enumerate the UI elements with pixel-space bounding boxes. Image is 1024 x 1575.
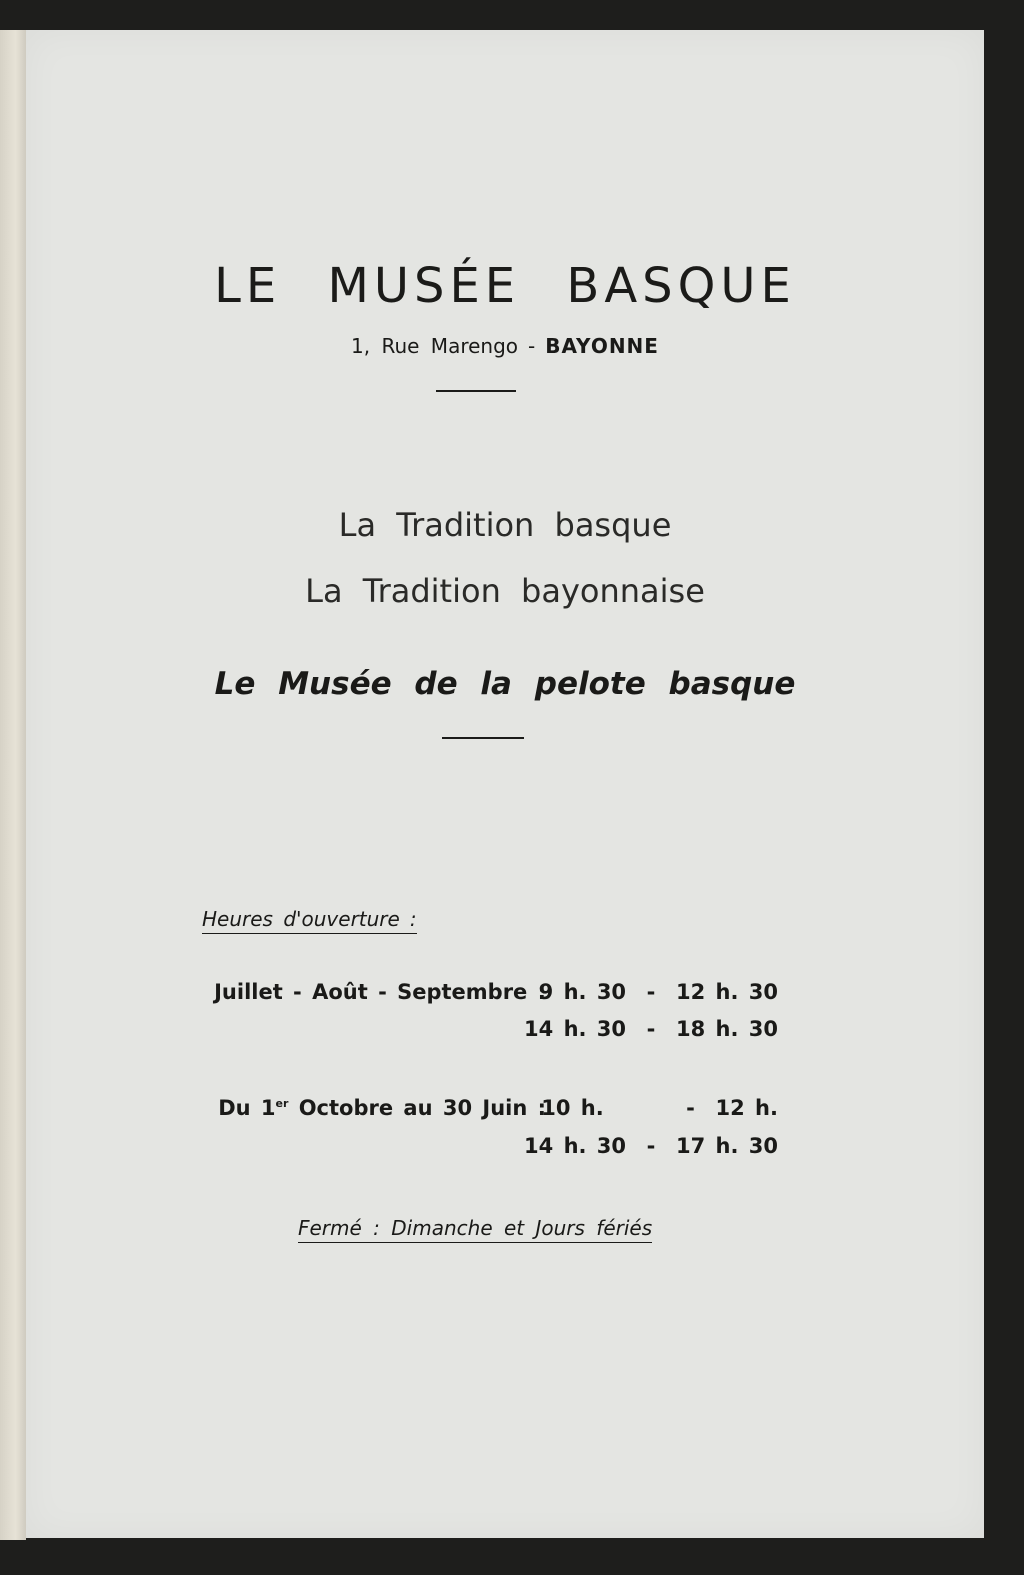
- address-line: [26, 334, 984, 358]
- winter-label-suffix: Octobre au 30 Juin :: [288, 1096, 546, 1120]
- document-page: [26, 30, 984, 1538]
- address-separator: -: [528, 334, 536, 358]
- summer-period-label: Juillet - Août - Septembre :: [214, 980, 546, 1004]
- page-edge-left: [0, 30, 26, 1540]
- winter-afternoon-hours: 14 h. 30 - 17 h. 30: [524, 1134, 778, 1158]
- section-tradition-bayonnaise: La Tradition bayonnaise: [305, 572, 705, 610]
- divider-top: [436, 390, 516, 392]
- winter-label-prefix: Du 1: [218, 1096, 276, 1120]
- hours-heading-colon: :: [409, 907, 417, 931]
- section-pelote-museum: Le Musée de la pelote basque: [214, 666, 796, 702]
- address-city: BAYONNE: [545, 334, 659, 358]
- summer-afternoon-hours: 14 h. 30 - 18 h. 30: [524, 1017, 778, 1041]
- winter-label-superscript: er: [275, 1097, 289, 1110]
- address-street: 1, Rue Marengo: [351, 334, 519, 358]
- section-tradition-basque: La Tradition basque: [338, 506, 672, 544]
- hours-heading-text: Heures d'ouverture: [202, 907, 400, 931]
- divider-middle: [442, 737, 524, 739]
- closed-days-note: Fermé : Dimanche et Jours fériés: [298, 1216, 652, 1243]
- hours-heading: [202, 907, 417, 934]
- page-title: LE MUSÉE BASQUE: [214, 258, 796, 314]
- summer-morning-hours: 9 h. 30 - 12 h. 30: [538, 980, 778, 1004]
- winter-morning-hours: 10 h. - 12 h.: [541, 1096, 778, 1120]
